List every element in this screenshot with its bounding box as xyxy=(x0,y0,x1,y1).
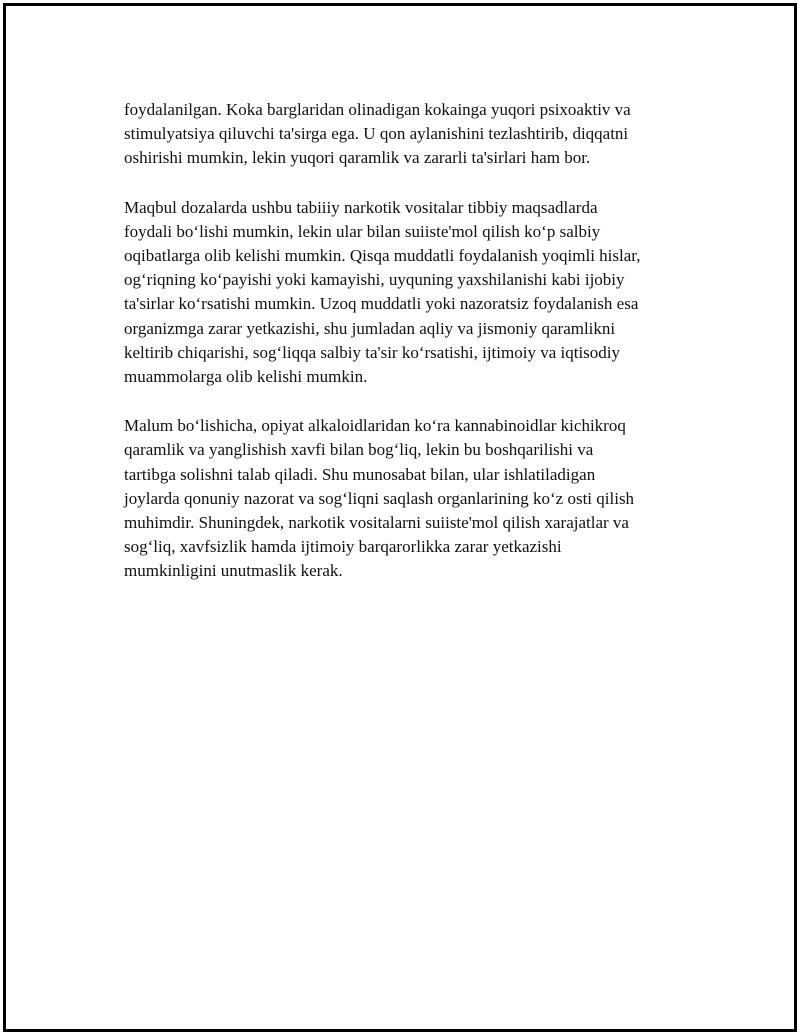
text-line: foydalanilgan. Koka barglaridan olinadigan kokainga yuqori psixoaktiv va xyxy=(124,100,631,119)
text-line: og‘riqning ko‘payishi yoki kamayishi, uyquning yaxshilanishi kabi ijobiy xyxy=(124,270,625,290)
text-line: qaramlik va yanglishish xavfi bilan bog‘liq, lekin bu boshqarilishi va xyxy=(124,440,594,460)
text-line: muammolarga olib kelishi mumkin. xyxy=(124,367,368,387)
text-line: keltirib chiqarishi, sog‘liqqa salbiy ta'sir ko‘rsatishi, ijtimoiy va iqtisodiy xyxy=(124,342,621,362)
text-line: mumkinligini unutmaslik kerak. xyxy=(124,561,343,581)
text-line: muhimdir. Shuningdek, narkotik vositalarni suiiste'mol qilish xarajatlar va xyxy=(124,513,629,533)
text-line: organizmga zarar yetkazishi, shu jumladan aqliy va jismoniy qaramlikni xyxy=(124,318,616,338)
text-line: stimulyatsiya qiluvchi ta'sirga ega. U qon aylanishini tezlashtirib, diqqatni xyxy=(124,124,629,144)
text-line: Maqbul dozalarda ushbu tabiiiy narkotik vositalar tibbiy maqsadlarda xyxy=(124,197,598,217)
document-body xyxy=(124,98,704,609)
paragraph-3 xyxy=(124,414,704,583)
text-line: oqibatlarga olib kelishi mumkin. Qisqa muddatli foydalanish yoqimli hislar, xyxy=(124,246,641,266)
text-line: Malum bo‘lishicha, opiyat alkaloidlaridan ko‘ra kannabinoidlar kichikroq xyxy=(124,416,626,436)
text-line: oshirishi mumkin, lekin yuqori qaramlik va zararli ta'sirlari ham bor. xyxy=(124,148,591,168)
text-line: foydali bo‘lishi mumkin, lekin ular bilan suiiste'mol qilish ko‘p salbiy xyxy=(124,221,601,241)
text-line: sog‘liq, xavfsizlik hamda ijtimoiy barqarorlikka zarar yetkazishi xyxy=(124,537,562,557)
text-line: tartibga solishni talab qiladi. Shu munosabat bilan, ular ishlatiladigan xyxy=(124,464,596,484)
paragraph-2 xyxy=(124,196,704,390)
page-border xyxy=(3,3,797,1032)
text-line: joylarda qonuniy nazorat va sog‘liqni saqlash organlarining ko‘z osti qilish xyxy=(124,488,635,508)
text-line: ta'sirlar ko‘rsatishi mumkin. Uzoq muddatli yoki nazoratsiz foydalanish esa xyxy=(124,294,639,314)
paragraph-1 xyxy=(124,98,704,171)
